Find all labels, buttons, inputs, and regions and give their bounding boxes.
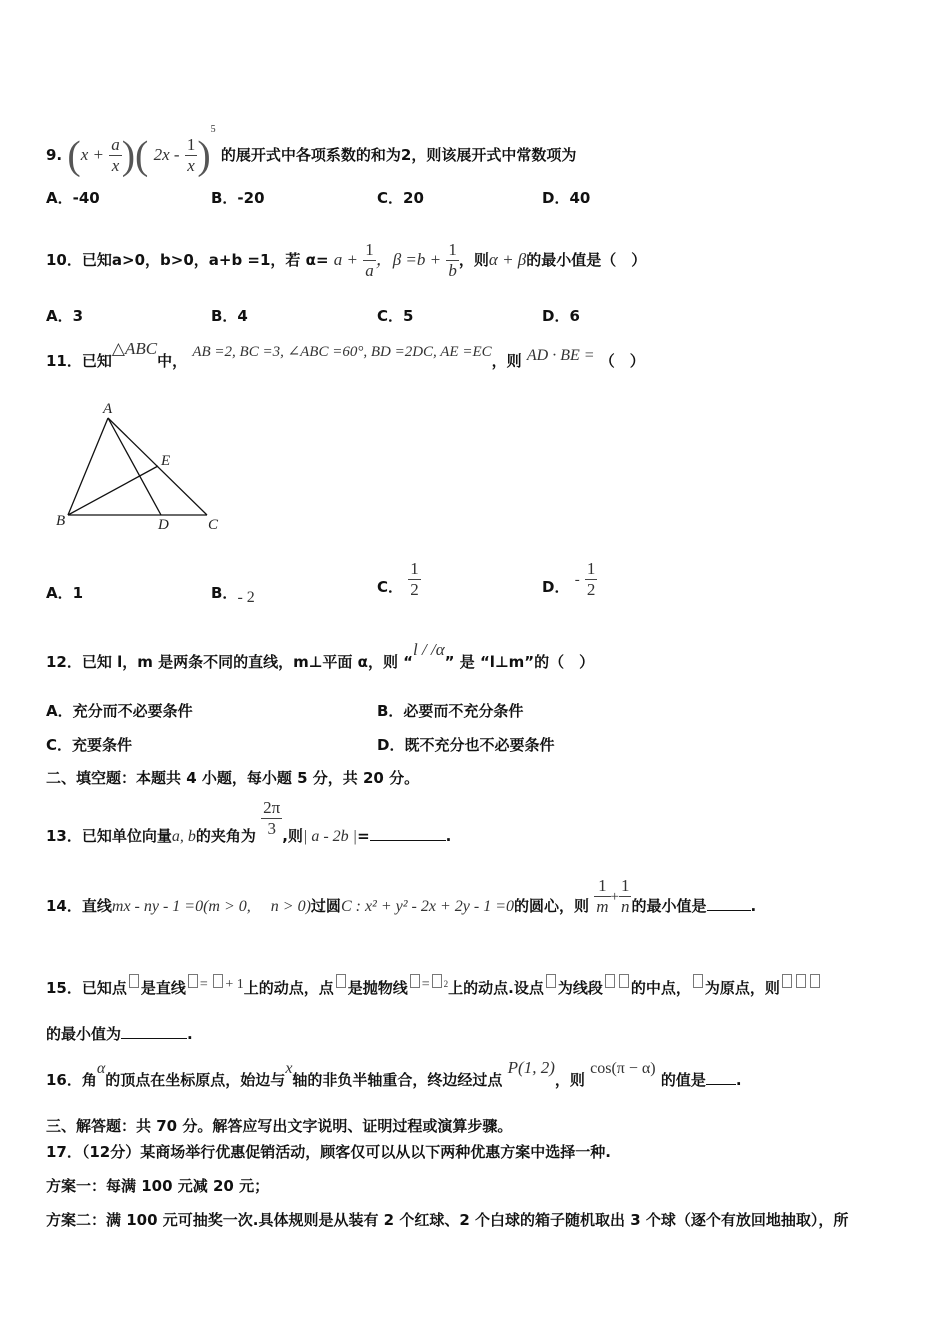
q15-end: . — [187, 1025, 193, 1043]
q15-text6: 为线段 — [557, 979, 603, 997]
question-12 — [46, 640, 595, 672]
q13-text1: 已知单位向量 — [81, 827, 172, 845]
q9-expr-b: 2x - — [153, 145, 180, 164]
q14-circle-eq: C : x² + y² - 2x + 2y - 1 =0 — [340, 898, 514, 915]
q9-frac-1-over-x: $\frac{1}{x}$ — [186, 135, 196, 175]
q11-condition: AB =2, BC =3, ∠ABC =60°, BD =2DC, AE =EC — [192, 344, 492, 360]
segment-ad — [108, 418, 161, 515]
question-15-line2 — [46, 1024, 193, 1044]
q10-option-c[interactable]: C．5 — [377, 307, 414, 325]
q13-answer-blank[interactable] — [370, 826, 446, 841]
missing-glyph-icon — [546, 974, 556, 988]
q15-text4: 是抛物线 — [347, 979, 408, 997]
q14-end: . — [750, 897, 757, 915]
left-paren: ( — [67, 132, 81, 178]
q9-option-d[interactable]: D．40 — [542, 189, 591, 207]
q14-line-eq: mx - ny - 1 =0(m > 0, n > 0) — [111, 898, 311, 915]
label-e: E — [161, 453, 171, 469]
question-14 — [46, 876, 756, 917]
q13-end: . — [445, 827, 452, 845]
q12-option-b[interactable]: B．必要而不充分条件 — [377, 702, 524, 720]
q16-text1: 角 — [81, 1071, 97, 1089]
q9-text: 的展开式中各项系数的和为2，则该展开式中常数项为 — [220, 146, 577, 164]
missing-glyph-icon — [336, 974, 346, 988]
missing-glyph-icon — [410, 974, 420, 988]
section-3-heading: 三、解答题：共 70 分。解答应写出文字说明、证明过程或演算步骤。 — [46, 1117, 513, 1135]
q15-text3: 上的动点，点 — [243, 979, 334, 997]
missing-glyph-icon — [796, 974, 806, 988]
q12-text1: 已知 l，m 是两条不同的直线，m⊥平面 α，则 “ — [81, 653, 414, 671]
q11-option-b[interactable]: B．- 2 — [211, 584, 255, 606]
question-11 — [46, 339, 645, 370]
question-16 — [46, 1058, 742, 1091]
q16-number: 16． — [46, 1071, 82, 1089]
q10-beta-expr: ，β =b + — [375, 250, 442, 269]
q14-frac-1-over-n: $\frac{1}{n}$ — [620, 876, 630, 916]
q10-option-d[interactable]: D．6 — [542, 307, 580, 325]
q10-text2: ，则 — [458, 251, 489, 269]
q16-cos-expr: cos(π − α) — [590, 1060, 656, 1077]
q16-text2: 的顶点在坐标原点，始边与 — [105, 1071, 286, 1089]
q11-triangle: △ABC — [111, 339, 158, 358]
q12-option-c[interactable]: C．充要条件 — [46, 736, 133, 754]
q10-option-a[interactable]: A．3 — [46, 307, 84, 325]
q15-text5: 上的动点.设点 — [448, 979, 544, 997]
missing-glyph-icon — [213, 974, 223, 988]
q13-text2: 的夹角为 — [195, 827, 256, 845]
q10-number: 10． — [46, 251, 82, 269]
q9-power: 5 — [210, 124, 216, 135]
q11-text3: ，则 — [491, 352, 522, 370]
q9-expr-a: x + — [80, 145, 104, 164]
q16-point: P(1, 2) — [507, 1058, 555, 1077]
q10-frac-1-over-b: $\frac{1}{b}$ — [448, 240, 457, 280]
q11-option-d[interactable]: D． - $\frac{1}{2}$ — [542, 559, 596, 599]
missing-glyph-icon — [432, 974, 442, 988]
q12-parallel-expr: l / /α — [413, 640, 445, 659]
q15-answer-blank[interactable] — [121, 1024, 187, 1039]
q16-text5: 的值是 — [660, 1071, 706, 1089]
q15-eq1: = — [199, 977, 212, 992]
q17-plan-2: 方案二：满 100 元可抽奖一次.具体规则是从装有 2 个红球、2 个白球的箱子随机取出 3 个球（逐个有放回地抽取），所 — [46, 1211, 849, 1229]
q14-text3: 的圆心，则 — [513, 897, 589, 915]
q16-alpha: α — [96, 1060, 106, 1077]
q9-option-b[interactable]: B．-20 — [211, 189, 265, 207]
missing-glyph-icon — [693, 974, 703, 988]
q15-eq1b: + 1 — [225, 977, 244, 992]
q11-text2: 中， — [157, 352, 188, 370]
missing-glyph-icon — [810, 974, 820, 988]
q14-text4: 的最小值是 — [631, 897, 707, 915]
q14-plus: + — [610, 889, 619, 905]
right-paren: ) — [121, 132, 136, 178]
q16-text4: ，则 — [554, 1071, 585, 1089]
q11-frac-neg-1-over-2: $\frac{1}{2}$ — [586, 559, 596, 599]
q14-text1: 直线 — [81, 897, 112, 915]
q9-option-a[interactable]: A．-40 — [46, 189, 100, 207]
question-15 — [46, 974, 822, 1000]
q15-sup: 2 — [443, 979, 449, 989]
q15-text2: 是直线 — [140, 979, 186, 997]
q15-text8: 为原点，则 — [704, 979, 780, 997]
q10-condition: a>0，b>0，a+b =1，若 α= — [111, 251, 329, 269]
missing-glyph-icon — [129, 974, 139, 988]
q13-number: 13． — [46, 827, 82, 845]
label-c: C — [208, 517, 219, 533]
q17-line1: 17．（12分）某商场举行优惠促销活动，顾客仅可以从以下两种优惠方案中选择一种. — [46, 1143, 611, 1161]
q14-number: 14． — [46, 897, 82, 915]
q10-text1: 已知 — [81, 251, 112, 269]
q11-dot-product: AD · BE = — [526, 347, 595, 364]
q9-frac-a-over-x: $\frac{a}{x}$ — [111, 135, 120, 175]
q14-text2: 过圆 — [310, 897, 341, 915]
q15-text7: 的中点， — [630, 979, 691, 997]
section-2-heading: 二、填空题：本题共 4 小题，每小题 5 分，共 20 分。 — [46, 769, 420, 787]
q14-frac-1-over-m: $\frac{1}{m}$ — [596, 876, 609, 916]
q11-text1: 已知 — [81, 352, 112, 370]
q16-text3: 轴的非负半轴重合，终边经过点 — [292, 1071, 503, 1089]
q10-frac-1-over-a: $\frac{1}{a}$ — [365, 240, 374, 280]
q10-option-b[interactable]: B．4 — [211, 307, 248, 325]
missing-glyph-icon — [605, 974, 615, 988]
q11-option-a[interactable]: A．1 — [46, 584, 84, 602]
q10-alpha-expr: a + — [333, 250, 358, 269]
q11-text4: （ ） — [599, 352, 645, 370]
missing-glyph-icon — [782, 974, 792, 988]
q14-answer-blank[interactable] — [707, 896, 751, 911]
q15-text1: 已知点 — [81, 979, 127, 997]
q13-vectors: a, b — [171, 828, 196, 845]
right-paren: ) — [197, 132, 211, 178]
q10-sum: α + β — [488, 250, 527, 269]
q16-x: x — [285, 1060, 293, 1077]
q16-end: . — [735, 1071, 742, 1089]
missing-glyph-icon — [619, 974, 629, 988]
q11-triangle-figure — [50, 398, 230, 538]
q9-number: 9. — [46, 146, 63, 164]
label-a: A — [103, 401, 113, 417]
left-paren: ( — [135, 132, 149, 178]
q13-text4: = — [357, 827, 370, 845]
question-13 — [46, 798, 452, 845]
q12-option-a[interactable]: A．充分而不必要条件 — [46, 702, 193, 720]
question-10 — [46, 240, 646, 281]
q12-number: 12． — [46, 653, 82, 671]
q13-abs: | a - 2b | — [302, 828, 358, 845]
label-b: B — [56, 513, 66, 529]
q15-number: 15． — [46, 979, 82, 997]
question-9 — [46, 120, 576, 176]
q10-text3: 的最小值是（ ） — [526, 251, 647, 269]
q13-frac-2pi-over-3: $\frac{2\pi}{3}$ — [263, 798, 281, 838]
q11-frac-1-over-2: $\frac{1}{2}$ — [410, 559, 419, 599]
segment-be — [68, 466, 158, 515]
side-ab — [68, 418, 108, 515]
missing-glyph-icon — [188, 974, 198, 988]
q11-option-c[interactable]: C． $\frac{1}{2}$ — [377, 559, 419, 599]
q11-number: 11． — [46, 352, 82, 370]
label-d: D — [158, 517, 169, 533]
q12-option-d[interactable]: D．既不充分也不必要条件 — [377, 736, 555, 754]
q15-eq2: = — [421, 977, 430, 992]
q12-text2: ” 是 “l⊥m”的（ ） — [444, 653, 595, 671]
q9-option-c[interactable]: C．20 — [377, 189, 424, 207]
q17-plan-1: 方案一：每满 100 元减 20 元； — [46, 1177, 270, 1195]
q13-text3: ,则 — [282, 827, 303, 845]
q15-line2-text: 的最小值为 — [46, 1025, 122, 1043]
q16-answer-blank[interactable] — [706, 1070, 736, 1085]
